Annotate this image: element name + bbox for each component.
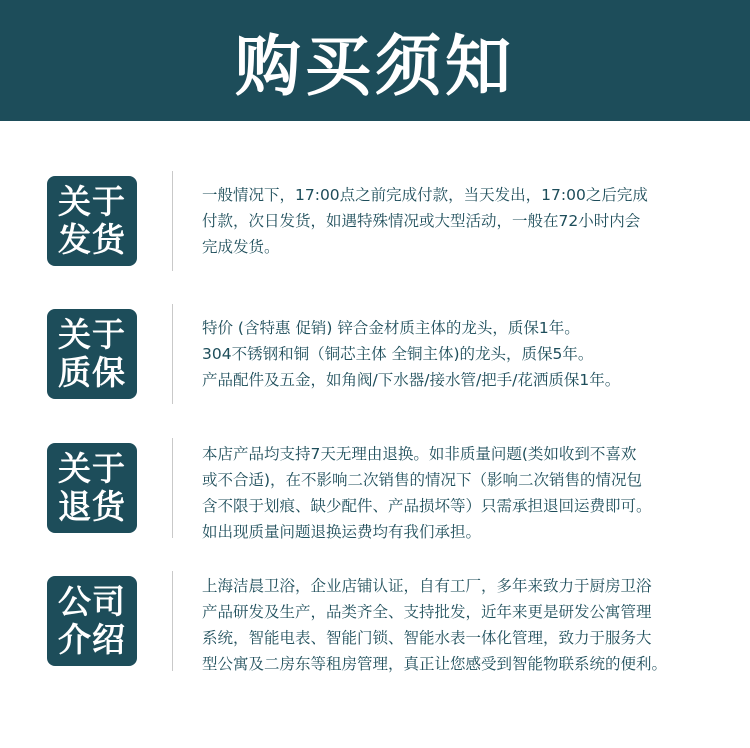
badge-line: 退货 <box>58 487 126 526</box>
text-line: 或不合适)，在不影响二次销售的情况下（影响二次销售的情况包 <box>202 471 643 489</box>
badge-shipping <box>47 176 137 266</box>
text-line: 含不限于划痕、缺少配件、产品损坏等）只需承担退回运费即可。 <box>202 497 652 515</box>
text-line: 型公寓及二房东等租房管理，真正让您感受到智能物联系统的便利。 <box>202 655 668 673</box>
section-text <box>202 182 712 260</box>
text-line: 304不锈钢和铜（铜芯主体 全铜主体)的龙头，质保5年。 <box>202 345 594 363</box>
page-title: 购买须知 <box>235 28 515 105</box>
badge-warranty <box>47 309 137 399</box>
text-line: 系统，智能电表、智能门锁、智能水表一体化管理，致力于服务大 <box>202 629 652 647</box>
text-line: 上海洁晨卫浴，企业店铺认证，自有工厂，多年来致力于厨房卫浴 <box>202 577 652 595</box>
text-line: 付款，次日发货，如遇特殊情况或大型活动，一般在72小时内会 <box>202 212 641 230</box>
divider <box>172 438 173 538</box>
section-text <box>202 315 712 393</box>
badge-line: 发货 <box>58 220 126 259</box>
badge-line: 公司 <box>58 582 126 621</box>
divider <box>172 171 173 271</box>
divider <box>172 304 173 404</box>
badge-line: 关于 <box>58 315 126 354</box>
section-text <box>202 573 712 677</box>
text-line: 产品研发及生产，品类齐全、支持批发，近年来更是研发公寓管理 <box>202 603 652 621</box>
text-line: 产品配件及五金，如角阀/下水器/接水管/把手/花洒质保1年。 <box>202 371 621 389</box>
badge-line: 介绍 <box>58 620 126 659</box>
section-text <box>202 441 712 545</box>
badge-line: 关于 <box>58 449 126 488</box>
badge-returns <box>47 443 137 533</box>
text-line: 一般情况下，17:00点之前完成付款，当天发出，17:00之后完成 <box>202 186 648 204</box>
badge-line: 关于 <box>58 182 126 221</box>
badge-company <box>47 576 137 666</box>
text-line: 特价 (含特惠 促销) 锌合金材质主体的龙头，质保1年。 <box>202 319 580 337</box>
text-line: 如出现质量问题退换运费均有我们承担。 <box>202 523 482 541</box>
header-banner <box>0 0 750 121</box>
divider <box>172 571 173 671</box>
badge-line: 质保 <box>58 353 126 392</box>
text-line: 完成发货。 <box>202 238 280 256</box>
text-line: 本店产品均支持7天无理由退换。如非质量问题(类如收到不喜欢 <box>202 445 637 463</box>
